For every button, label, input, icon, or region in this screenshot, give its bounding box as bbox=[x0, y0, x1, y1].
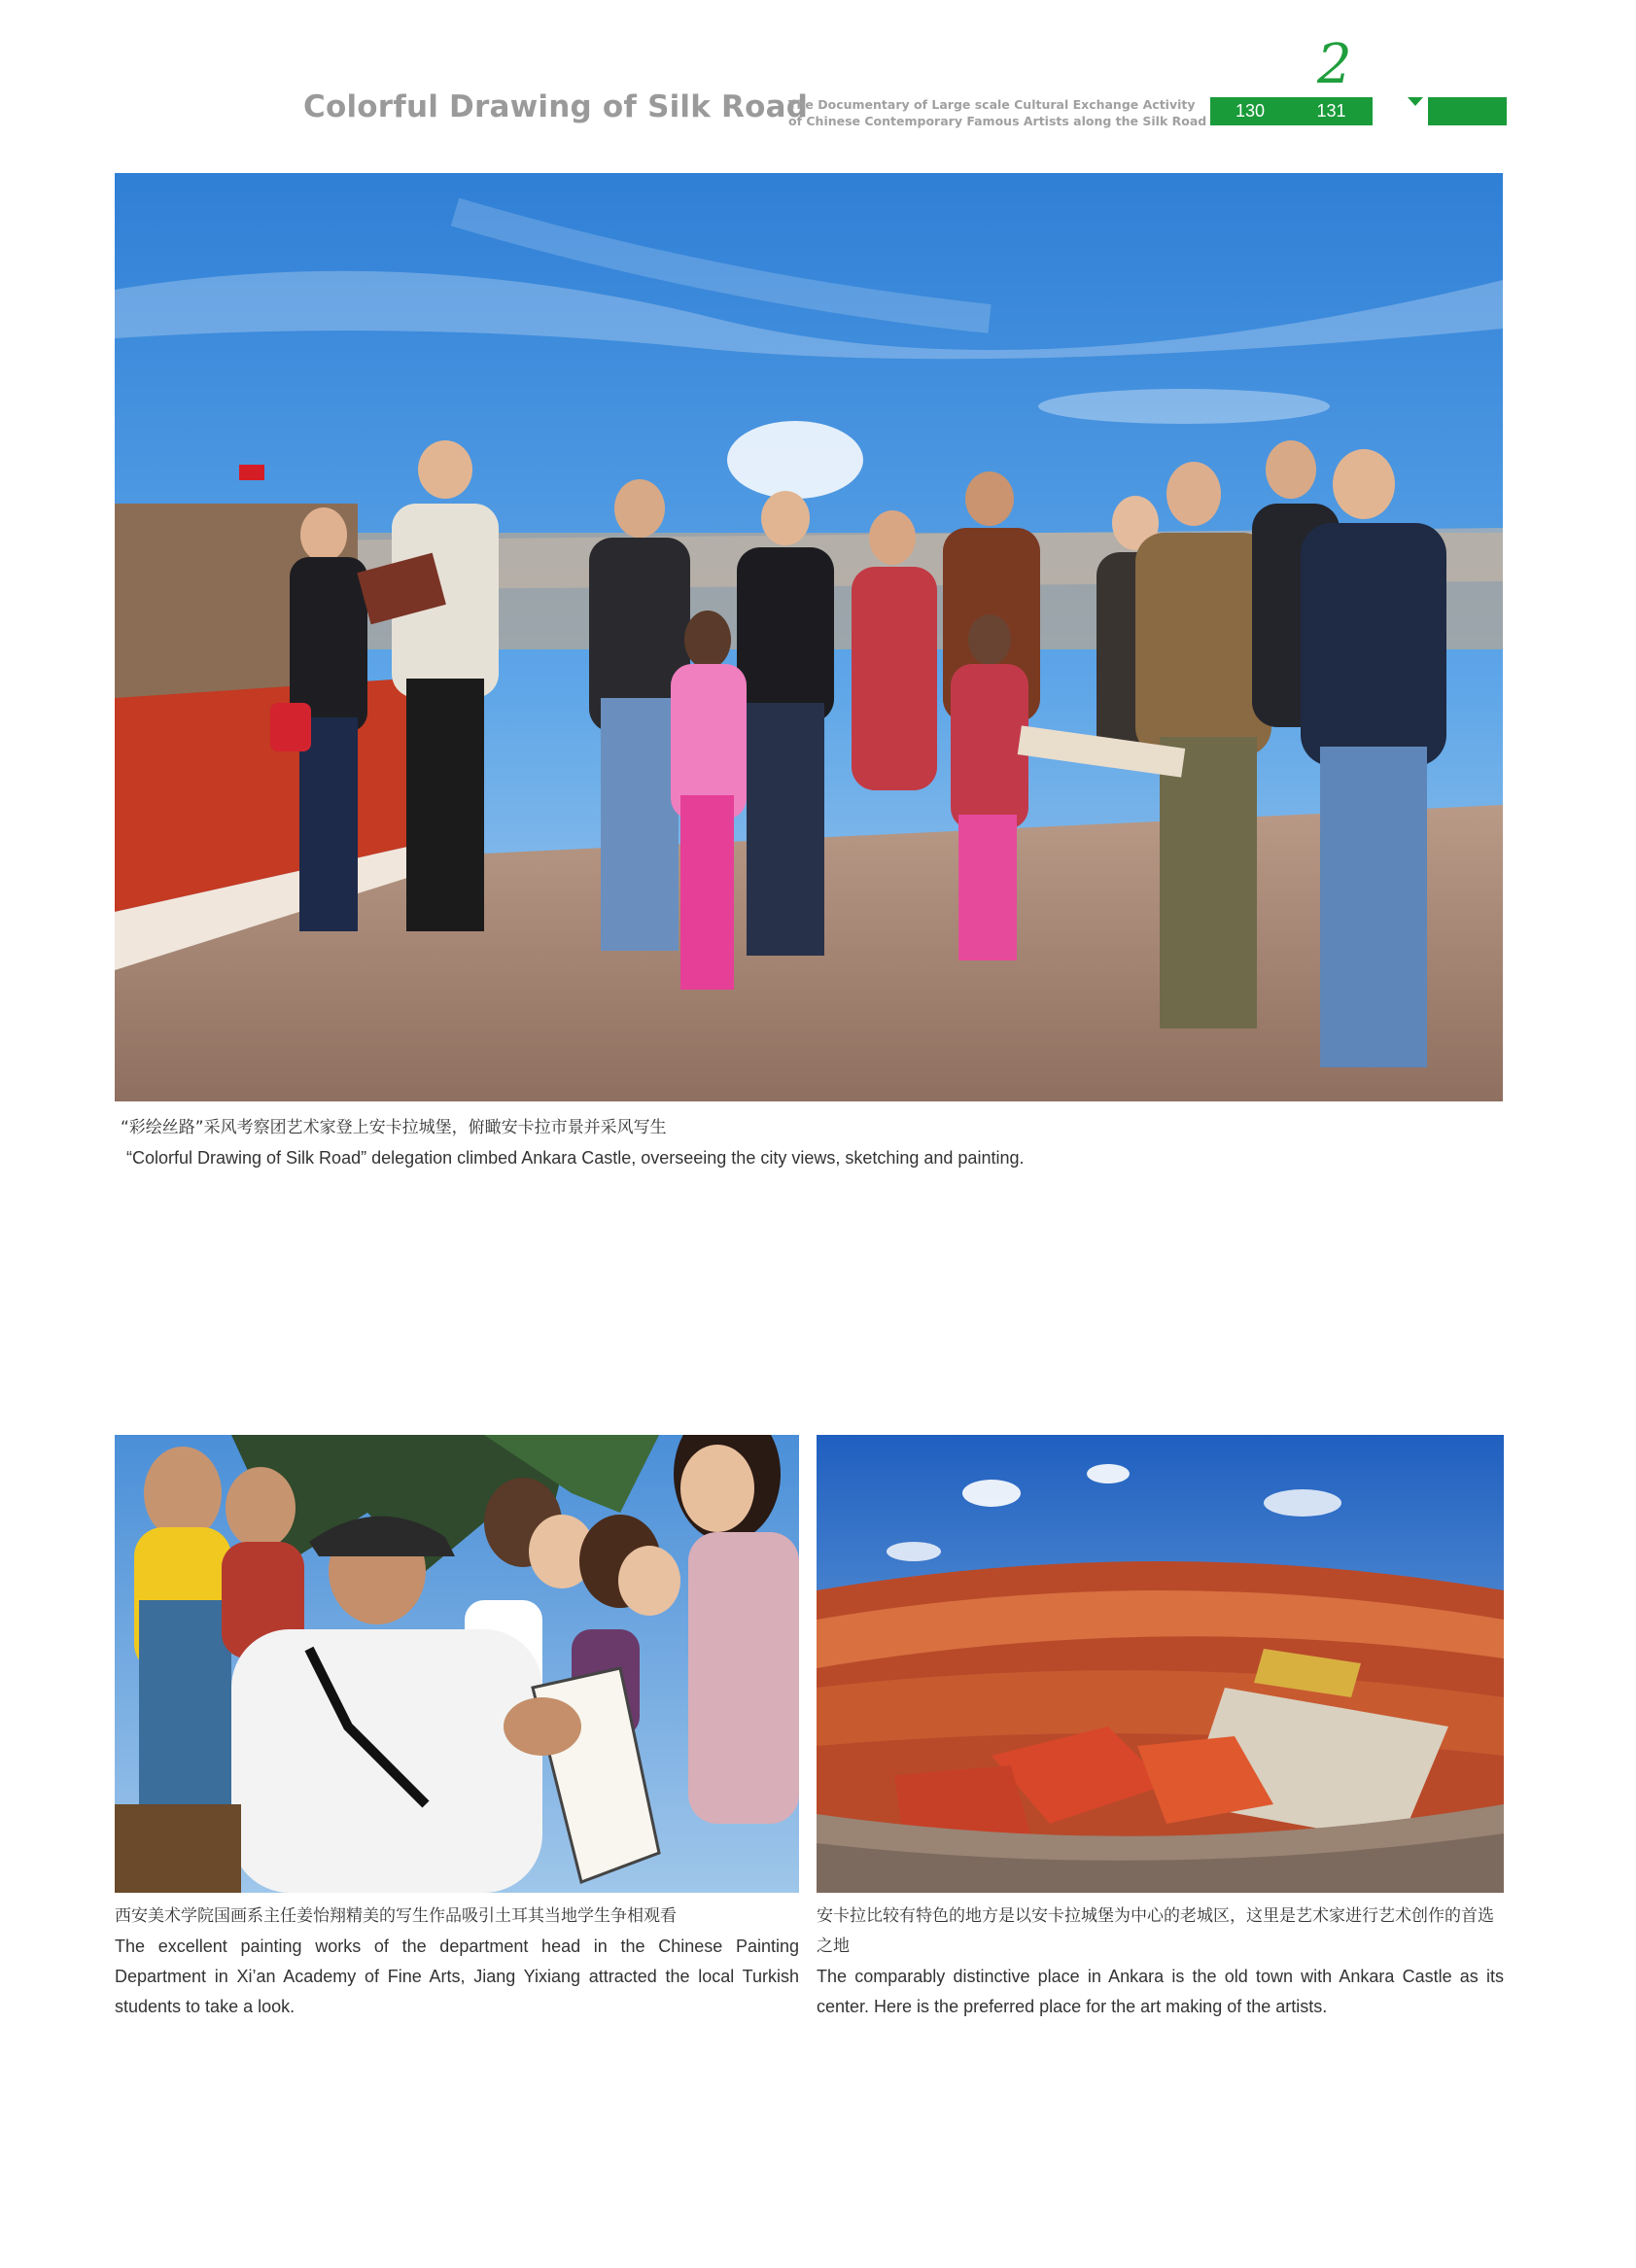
caption-main-chinese: “彩绘丝路”采风考察团艺术家登上安卡拉城堡，俯瞰安卡拉市景并采风写生 bbox=[121, 1118, 667, 1137]
photo-ankara-old-town bbox=[817, 1435, 1504, 1893]
caption-main-english: “Colorful Drawing of Silk Road” delegation climbed Ankara Castle, overseeing the city views, sketching and painting. bbox=[126, 1148, 1025, 1168]
down-triangle-icon bbox=[1408, 97, 1423, 106]
green-tab-marker bbox=[1428, 97, 1507, 125]
subtitle-line-1: The Documentary of Large scale Cultural Exchange Activity bbox=[788, 97, 1196, 112]
chapter-number: 2 bbox=[1317, 33, 1352, 96]
page-number-right: 131 bbox=[1316, 101, 1346, 121]
photo-artists-ankara-castle bbox=[115, 173, 1503, 1101]
subtitle-line-2: of Chinese Contemporary Famous Artists along the Silk Road bbox=[788, 114, 1207, 128]
page-subtitle bbox=[788, 96, 1207, 131]
page-number-left: 130 bbox=[1235, 101, 1266, 121]
caption-city-english: The comparably distinctive place in Ankara is the old town with Ankara Castle as its center. Here is the preferred place for the art making of the artists. bbox=[817, 1967, 1504, 2016]
photo-students-watching-painting bbox=[115, 1435, 799, 1893]
page-title: Colorful Drawing of Silk Road bbox=[303, 89, 809, 124]
caption-kids-english: The excellent painting works of the department head in the Chinese Painting Department in Xi’an Academy of Fine Arts, Jiang Yixiang attracted the local Turkish students to take a look. bbox=[115, 1937, 799, 2016]
caption-city-chinese: 安卡拉比较有特色的地方是以安卡拉城堡为中心的老城区，这里是艺术家进行艺术创作的首选之地 bbox=[817, 1906, 1494, 1956]
page-number-bar bbox=[1210, 97, 1373, 125]
caption-kids-chinese: 西安美术学院国画系主任姜怡翔精美的写生作品吸引土耳其当地学生争相观看 bbox=[115, 1906, 677, 1926]
